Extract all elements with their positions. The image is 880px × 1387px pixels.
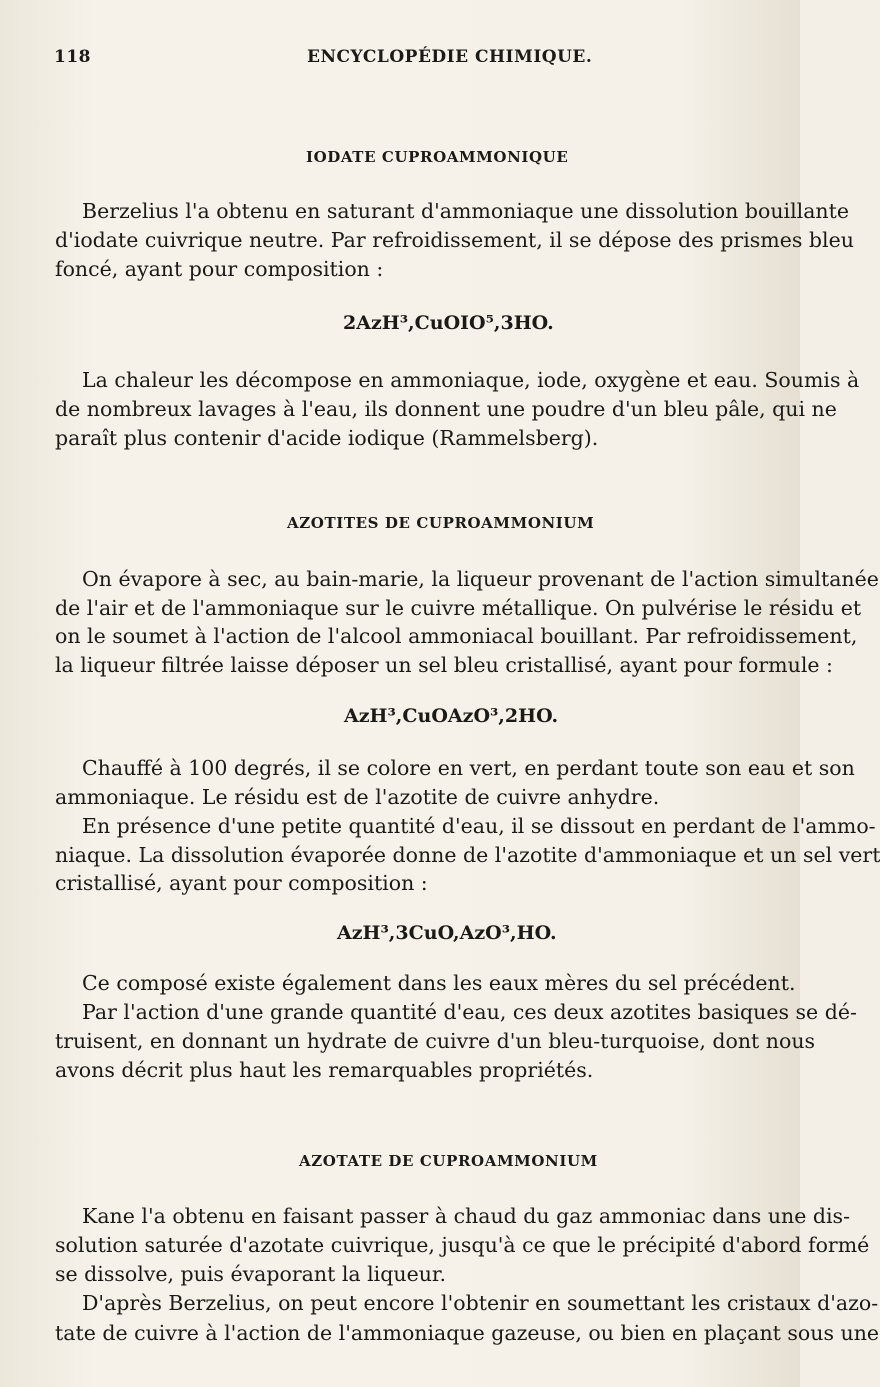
paragraph-line: Berzelius l'a obtenu en saturant d'ammoniaque une dissolution bouillante (82, 199, 849, 223)
section-title-azotate: AZOTATE DE CUPROAMMONIUM (299, 1152, 598, 1170)
paragraph-line: Chauffé à 100 degrés, il se colore en vert, en perdant toute son eau et son (82, 756, 855, 780)
paragraph-line: En présence d'une petite quantité d'eau, il se dissout en perdant de l'ammo- (82, 814, 876, 838)
paragraph-line: D'après Berzelius, on peut encore l'obtenir en soumettant les cristaux d'azo- (82, 1291, 879, 1315)
paragraph-line: on le soumet à l'action de l'alcool ammoniacal bouillant. Par refroidissement, (55, 624, 858, 648)
paragraph-line: niaque. La dissolution évaporée donne de l'azotite d'ammoniaque et un sel vert (55, 843, 880, 867)
paragraph-line: avons décrit plus haut les remarquables propriétés. (55, 1058, 594, 1082)
formula-azotite-1: AzH³,CuOAzO³,2HO. (344, 705, 559, 727)
section-title-iodate: IODATE CUPROAMMONIQUE (306, 148, 569, 166)
paragraph-line: se dissolve, puis évaporant la liqueur. (55, 1262, 446, 1286)
paragraph-line: tate de cuivre à l'action de l'ammoniaque gazeuse, ou bien en plaçant sous une (55, 1321, 880, 1345)
paragraph-line: Par l'action d'une grande quantité d'eau, ces deux azotites basiques se dé- (82, 1000, 857, 1024)
section-title-azotites: AZOTITES DE CUPROAMMONIUM (287, 514, 595, 532)
running-title: ENCYCLOPÉDIE CHIMIQUE. (307, 47, 593, 67)
formula-azotite-2: AzH³,3CuO,AzO³,HO. (337, 922, 557, 944)
page-number: 118 (54, 47, 91, 67)
paragraph-line: de l'air et de l'ammoniaque sur le cuivre métallique. On pulvérise le résidu et (55, 596, 862, 620)
paragraph-line: cristallisé, ayant pour composition : (55, 871, 428, 895)
paragraph-line: solution saturée d'azotate cuivrique, jusqu'à ce que le précipité d'abord formé (55, 1233, 870, 1257)
paragraph-line: de nombreux lavages à l'eau, ils donnent une poudre d'un bleu pâle, qui ne (55, 397, 837, 421)
formula-iodate: 2AzH³,CuOIO⁵,3HO. (343, 312, 554, 334)
paragraph-line: Kane l'a obtenu en faisant passer à chaud du gaz ammoniac dans une dis- (82, 1204, 850, 1228)
paragraph-line: foncé, ayant pour composition : (55, 257, 384, 281)
paragraph-line: la liqueur filtrée laisse déposer un sel bleu cristallisé, ayant pour formule : (55, 653, 833, 677)
paragraph-line: paraît plus contenir d'acide iodique (Rammelsberg). (55, 426, 599, 450)
paragraph-line: La chaleur les décompose en ammoniaque, iode, oxygène et eau. Soumis à (82, 368, 860, 392)
paragraph-line: Ce composé existe également dans les eaux mères du sel précédent. (82, 971, 796, 995)
paragraph-line: truisent, en donnant un hydrate de cuivre d'un bleu-turquoise, dont nous (55, 1029, 816, 1053)
paragraph-line: ammoniaque. Le résidu est de l'azotite de cuivre anhydre. (55, 785, 660, 809)
paragraph-line: On évapore à sec, au bain-marie, la liqueur provenant de l'action simultanée (82, 567, 879, 591)
paragraph-line: d'iodate cuivrique neutre. Par refroidissement, il se dépose des prismes bleu (55, 228, 854, 252)
